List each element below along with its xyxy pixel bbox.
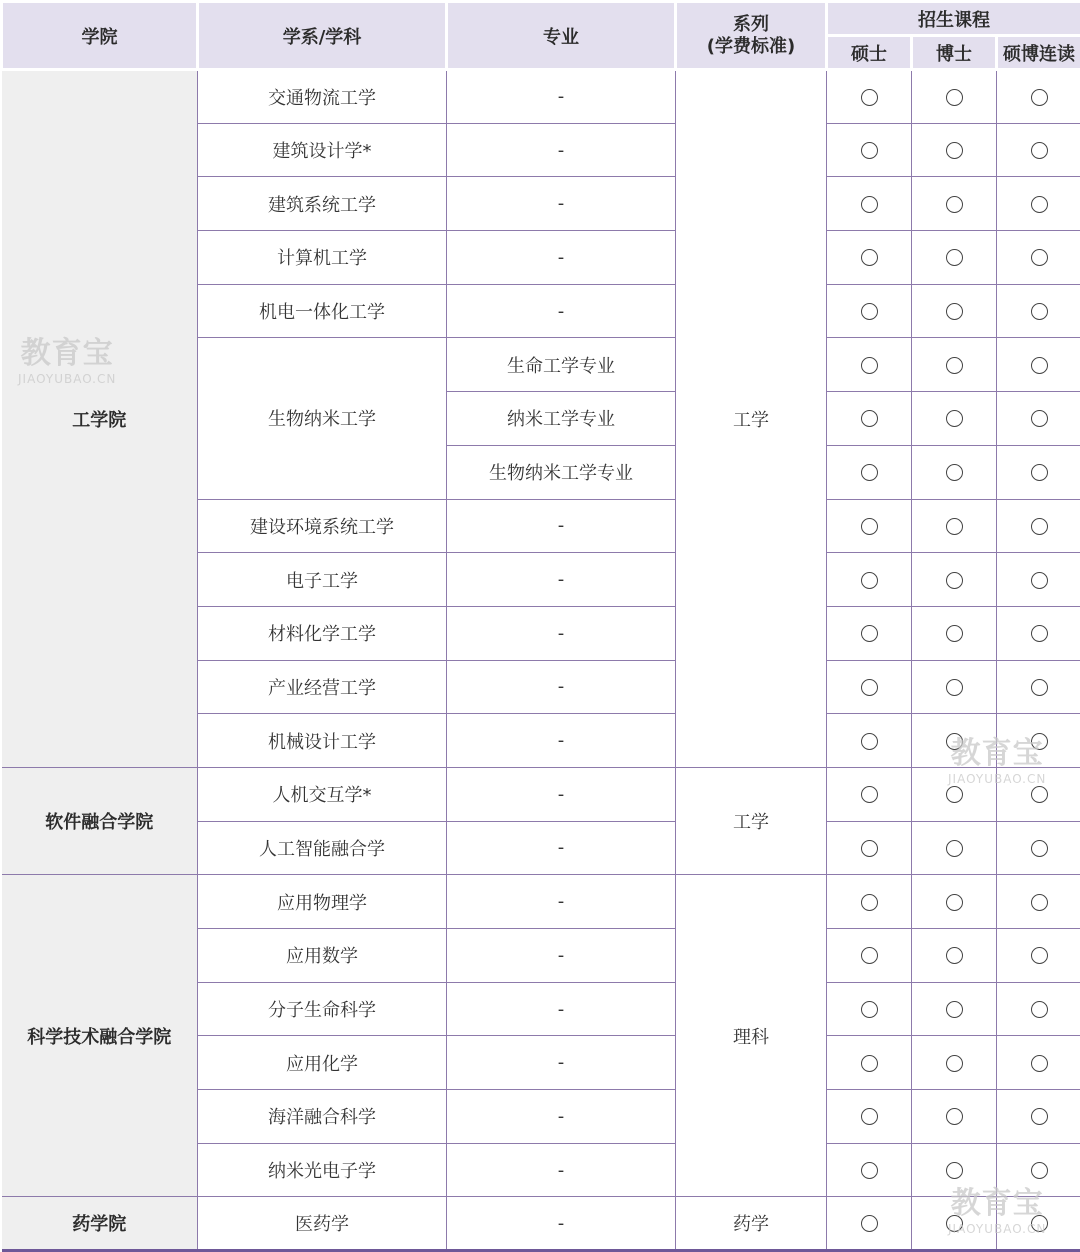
offered-integrated bbox=[997, 123, 1080, 177]
circle-icon bbox=[946, 1162, 963, 1179]
circle-icon bbox=[946, 786, 963, 803]
header-dept: 学系/学科 bbox=[198, 2, 447, 70]
circle-icon bbox=[946, 1001, 963, 1018]
major-name: 生物纳米工学专业 bbox=[447, 445, 676, 499]
offered-master bbox=[827, 1197, 912, 1251]
circle-icon bbox=[946, 142, 963, 159]
series-name: 工学 bbox=[676, 70, 827, 768]
offered-integrated bbox=[997, 553, 1080, 607]
offered-master bbox=[827, 445, 912, 499]
circle-icon bbox=[861, 1108, 878, 1125]
college-name: 科学技术融合学院 bbox=[2, 875, 198, 1197]
circle-icon bbox=[861, 1001, 878, 1018]
header-programs: 招生课程 bbox=[827, 2, 1080, 36]
circle-icon bbox=[946, 733, 963, 750]
offered-integrated bbox=[997, 982, 1080, 1036]
circle-icon bbox=[946, 518, 963, 535]
circle-icon bbox=[946, 410, 963, 427]
circle-icon bbox=[861, 947, 878, 964]
offered-phd bbox=[912, 1090, 997, 1144]
offered-master bbox=[827, 606, 912, 660]
circle-icon bbox=[1031, 464, 1048, 481]
offered-phd bbox=[912, 1197, 997, 1251]
major-name: - bbox=[447, 1143, 676, 1197]
dept-name: 人工智能融合学 bbox=[198, 821, 447, 875]
offered-integrated bbox=[997, 70, 1080, 124]
dept-name: 材料化学工学 bbox=[198, 606, 447, 660]
circle-icon bbox=[946, 249, 963, 266]
circle-icon bbox=[946, 1055, 963, 1072]
circle-icon bbox=[1031, 196, 1048, 213]
circle-icon bbox=[1031, 625, 1048, 642]
circle-icon bbox=[1031, 1108, 1048, 1125]
dept-name: 分子生命科学 bbox=[198, 982, 447, 1036]
circle-icon bbox=[861, 1055, 878, 1072]
offered-integrated bbox=[997, 499, 1080, 553]
major-name: - bbox=[447, 1036, 676, 1090]
offered-integrated bbox=[997, 1090, 1080, 1144]
offered-phd bbox=[912, 445, 997, 499]
header-college: 学院 bbox=[2, 2, 198, 70]
dept-name: 应用物理学 bbox=[198, 875, 447, 929]
circle-icon bbox=[1031, 1055, 1048, 1072]
circle-icon bbox=[1031, 357, 1048, 374]
offered-master bbox=[827, 1143, 912, 1197]
offered-integrated bbox=[997, 1143, 1080, 1197]
offered-integrated bbox=[997, 284, 1080, 338]
offered-phd bbox=[912, 338, 997, 392]
circle-icon bbox=[946, 840, 963, 857]
circle-icon bbox=[946, 1108, 963, 1125]
circle-icon bbox=[861, 679, 878, 696]
circle-icon bbox=[1031, 1162, 1048, 1179]
offered-master bbox=[827, 231, 912, 285]
college-name: 药学院 bbox=[2, 1197, 198, 1251]
offered-integrated bbox=[997, 1197, 1080, 1251]
offered-master bbox=[827, 284, 912, 338]
offered-phd bbox=[912, 553, 997, 607]
dept-name: 建筑设计学* bbox=[198, 123, 447, 177]
dept-name: 建筑系统工学 bbox=[198, 177, 447, 231]
offered-phd bbox=[912, 392, 997, 446]
circle-icon bbox=[861, 89, 878, 106]
header-phd: 博士 bbox=[912, 36, 997, 70]
offered-master bbox=[827, 553, 912, 607]
offered-master bbox=[827, 177, 912, 231]
offered-phd bbox=[912, 1143, 997, 1197]
circle-icon bbox=[861, 894, 878, 911]
offered-phd bbox=[912, 875, 997, 929]
dept-name: 机电一体化工学 bbox=[198, 284, 447, 338]
offered-integrated bbox=[997, 660, 1080, 714]
series-name: 工学 bbox=[676, 767, 827, 874]
circle-icon bbox=[1031, 410, 1048, 427]
offered-phd bbox=[912, 929, 997, 983]
offered-master bbox=[827, 821, 912, 875]
offered-integrated bbox=[997, 338, 1080, 392]
offered-integrated bbox=[997, 445, 1080, 499]
circle-icon bbox=[861, 1162, 878, 1179]
offered-phd bbox=[912, 606, 997, 660]
circle-icon bbox=[861, 1215, 878, 1232]
offered-phd bbox=[912, 123, 997, 177]
offered-phd bbox=[912, 284, 997, 338]
offered-phd bbox=[912, 1036, 997, 1090]
offered-master bbox=[827, 1036, 912, 1090]
series-name: 药学 bbox=[676, 1197, 827, 1251]
college-name: 软件融合学院 bbox=[2, 767, 198, 874]
offered-phd bbox=[912, 821, 997, 875]
circle-icon bbox=[946, 464, 963, 481]
circle-icon bbox=[1031, 679, 1048, 696]
dept-name: 人机交互学* bbox=[198, 767, 447, 821]
offered-integrated bbox=[997, 231, 1080, 285]
offered-phd bbox=[912, 70, 997, 124]
table-row bbox=[2, 1197, 1080, 1251]
watermark-logo-left: 教育宝 JIAOYUBAO.CN bbox=[18, 328, 116, 386]
offered-integrated bbox=[997, 767, 1080, 821]
circle-icon bbox=[861, 142, 878, 159]
circle-icon bbox=[1031, 89, 1048, 106]
offered-phd bbox=[912, 660, 997, 714]
major-name: - bbox=[447, 70, 676, 124]
dept-name: 电子工学 bbox=[198, 553, 447, 607]
offered-phd bbox=[912, 714, 997, 768]
watermark-logo-right-bottom: 教育宝 JIAOYUBAO.CN bbox=[948, 1178, 1046, 1236]
circle-icon bbox=[946, 947, 963, 964]
major-name: - bbox=[447, 231, 676, 285]
circle-icon bbox=[861, 625, 878, 642]
circle-icon bbox=[946, 894, 963, 911]
major-name: 纳米工学专业 bbox=[447, 392, 676, 446]
offered-master bbox=[827, 392, 912, 446]
offered-master bbox=[827, 714, 912, 768]
offered-integrated bbox=[997, 392, 1080, 446]
offered-integrated bbox=[997, 606, 1080, 660]
dept-name: 建设环境系统工学 bbox=[198, 499, 447, 553]
offered-phd bbox=[912, 231, 997, 285]
offered-integrated bbox=[997, 821, 1080, 875]
circle-icon bbox=[1031, 840, 1048, 857]
offered-integrated bbox=[997, 875, 1080, 929]
offered-master bbox=[827, 1090, 912, 1144]
circle-icon bbox=[946, 625, 963, 642]
circle-icon bbox=[1031, 786, 1048, 803]
major-name: - bbox=[447, 499, 676, 553]
dept-name: 机械设计工学 bbox=[198, 714, 447, 768]
circle-icon bbox=[861, 733, 878, 750]
offered-phd bbox=[912, 767, 997, 821]
watermark-logo-right-mid: 教育宝 JIAOYUBAO.CN bbox=[948, 728, 1046, 786]
offered-integrated bbox=[997, 714, 1080, 768]
circle-icon bbox=[861, 357, 878, 374]
offered-master bbox=[827, 767, 912, 821]
major-name: - bbox=[447, 606, 676, 660]
circle-icon bbox=[861, 196, 878, 213]
dept-name: 应用化学 bbox=[198, 1036, 447, 1090]
circle-icon bbox=[861, 786, 878, 803]
offered-master bbox=[827, 929, 912, 983]
college-name: 工学院 bbox=[2, 70, 198, 768]
series-name: 理科 bbox=[676, 875, 827, 1197]
table-row bbox=[2, 70, 1080, 124]
circle-icon bbox=[1031, 947, 1048, 964]
circle-icon bbox=[946, 572, 963, 589]
major-name: - bbox=[447, 284, 676, 338]
offered-master bbox=[827, 70, 912, 124]
header-major: 专业 bbox=[447, 2, 676, 70]
circle-icon bbox=[1031, 249, 1048, 266]
circle-icon bbox=[1031, 303, 1048, 320]
circle-icon bbox=[861, 840, 878, 857]
header-master: 硕士 bbox=[827, 36, 912, 70]
major-name: - bbox=[447, 821, 676, 875]
circle-icon bbox=[946, 196, 963, 213]
circle-icon bbox=[1031, 894, 1048, 911]
offered-integrated bbox=[997, 177, 1080, 231]
dept-name: 应用数学 bbox=[198, 929, 447, 983]
circle-icon bbox=[861, 464, 878, 481]
major-name: - bbox=[447, 1197, 676, 1251]
major-name: 生命工学专业 bbox=[447, 338, 676, 392]
table-row bbox=[2, 875, 1080, 929]
offered-phd bbox=[912, 177, 997, 231]
circle-icon bbox=[1031, 733, 1048, 750]
dept-name: 生物纳米工学 bbox=[198, 338, 447, 499]
dept-name: 交通物流工学 bbox=[198, 70, 447, 124]
major-name: - bbox=[447, 660, 676, 714]
circle-icon bbox=[1031, 572, 1048, 589]
table-row bbox=[2, 767, 1080, 821]
circle-icon bbox=[861, 572, 878, 589]
major-name: - bbox=[447, 123, 676, 177]
offered-phd bbox=[912, 982, 997, 1036]
major-name: - bbox=[447, 875, 676, 929]
offered-master bbox=[827, 499, 912, 553]
offered-integrated bbox=[997, 1036, 1080, 1090]
circle-icon bbox=[946, 1215, 963, 1232]
major-name: - bbox=[447, 714, 676, 768]
circle-icon bbox=[1031, 1215, 1048, 1232]
circle-icon bbox=[861, 410, 878, 427]
circle-icon bbox=[861, 518, 878, 535]
header-integrated: 硕博连读 bbox=[997, 36, 1080, 70]
header-series: 系列 (学费标准) bbox=[676, 2, 827, 70]
dept-name: 产业经营工学 bbox=[198, 660, 447, 714]
circle-icon bbox=[946, 357, 963, 374]
offered-phd bbox=[912, 499, 997, 553]
offered-master bbox=[827, 123, 912, 177]
dept-name: 计算机工学 bbox=[198, 231, 447, 285]
circle-icon bbox=[946, 303, 963, 320]
offered-integrated bbox=[997, 929, 1080, 983]
major-name: - bbox=[447, 929, 676, 983]
dept-name: 纳米光电子学 bbox=[198, 1143, 447, 1197]
offered-master bbox=[827, 338, 912, 392]
major-name: - bbox=[447, 553, 676, 607]
dept-name: 医药学 bbox=[198, 1197, 447, 1251]
circle-icon bbox=[946, 679, 963, 696]
major-name: - bbox=[447, 177, 676, 231]
major-name: - bbox=[447, 1090, 676, 1144]
circle-icon bbox=[1031, 142, 1048, 159]
circle-icon bbox=[861, 303, 878, 320]
major-name: - bbox=[447, 767, 676, 821]
offered-master bbox=[827, 875, 912, 929]
major-name: - bbox=[447, 982, 676, 1036]
dept-name: 海洋融合科学 bbox=[198, 1090, 447, 1144]
circle-icon bbox=[861, 249, 878, 266]
circle-icon bbox=[946, 89, 963, 106]
circle-icon bbox=[1031, 1001, 1048, 1018]
offered-master bbox=[827, 660, 912, 714]
circle-icon bbox=[1031, 518, 1048, 535]
offered-master bbox=[827, 982, 912, 1036]
